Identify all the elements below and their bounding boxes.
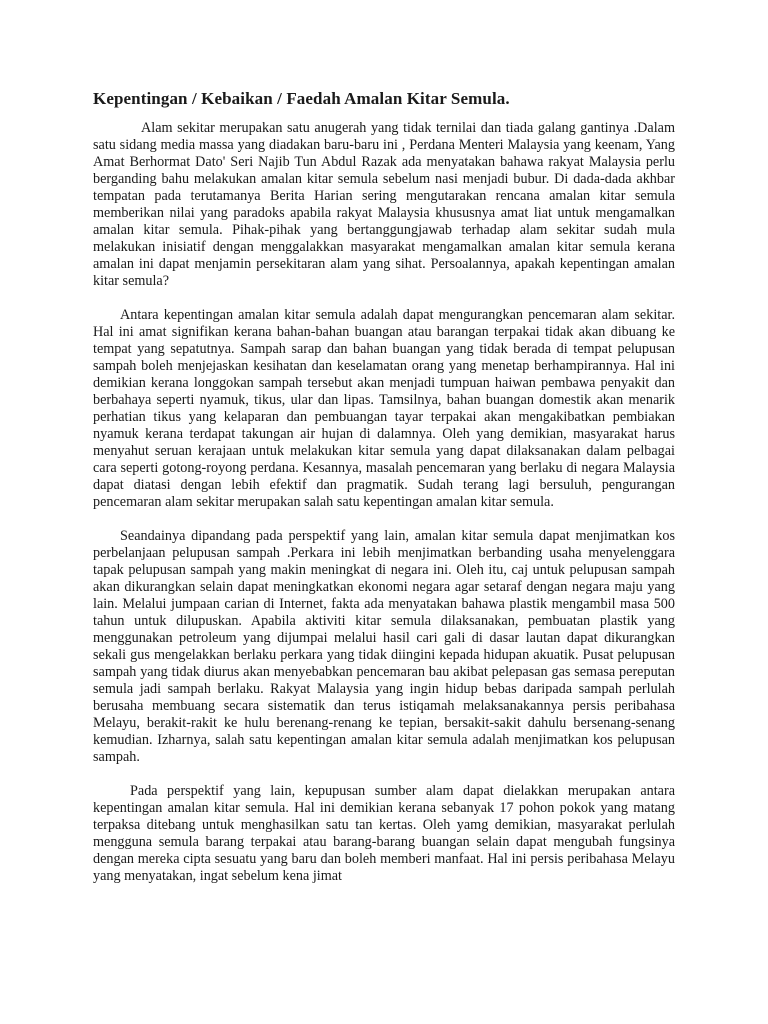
paragraph-pollution: Antara kepentingan amalan kitar semula adalah dapat mengurangkan pencemaran alam sekitar. Hal ini amat signifikan kerana bahan-bahan buangan atau barangan terpakai tidak akan dibuang ke tempat yang sepatutnya. Sampah sarap dan bahan buangan yang tidak berada di tempat pelupusan sampah boleh menjejaskan kesihatan dan keselamatan orang yang menetap berhampirannya. Hal ini demikian kerana longgokan sampah tersebut akan menjadi tumpuan haiwan pembawa penyakit dan berbahaya seperti nyamuk, tikus, ular dan lipas. Tamsilnya, bahan buangan domestik akan menarik perhatian tikus yang kelaparan dan pembuangan tayar terpakai akan mengakibatkan pembiakan nyamuk kerana terdapat takungan air hujan di dalamnya. Oleh yang demikian, masyarakat harus menyahut seruan kerajaan untuk melakukan kitar semula yang dapat dilaksanakan dalam pelbagai cara seperti gotong-royong perdana. Kesannya, masalah pencemaran yang berlaku di negara Malaysia dapat diatasi dengan lebih efektif dan pragmatik. Sudah terang lagi bersuluh, pengurangan pencemaran alam sekitar merupakan salah satu kepentingan amalan kitar semula. (93, 307, 675, 510)
document-body (93, 120, 675, 885)
paragraph-intro: Alam sekitar merupakan satu anugerah yang tidak ternilai dan tiada galang gantinya .Dalam satu sidang media massa yang diadakan baru-baru ini , Perdana Menteri Malaysia yang keenam, Yang Amat Berhormat Dato' Seri Najib Tun Abdul Razak ada menyatakan bahawa rakyat Malaysia perlu berganding bahu melakukan amalan kitar semula sebelum nasi menjadi bubur. Di dada-dada akhbar tempatan pada terutamanya Berita Harian sering mengutarakan rencana amalan kitar semula memberikan nilai yang paradoks apabila rakyat Malaysia khususnya amat liat untuk mengamalkan amalan kitar semula. Pihak-pihak yang bertanggungjawab terhadap alam sekitar sudah mula melakukan inisiatif dengan menggalakkan masyarakat mengamalkan amalan kitar semula kerana amalan ini dapat menjamin persekitaran alam yang sihat. Persoalannya, apakah kepentingan amalan kitar semula? (93, 120, 675, 289)
document-title: Kepentingan / Kebaikan / Faedah Amalan Kitar Semula. (93, 89, 510, 108)
paragraph-disposal-cost: Seandainya dipandang pada perspektif yang lain, amalan kitar semula dapat menjimatkan kos perbelanjaan pelupusan sampah .Perkara ini lebih menjimatkan berbanding usaha menyelenggara tapak pelupusan sampah yang makin meningkat di negara ini. Oleh itu, caj untuk pelupusan sampah akan dikurangkan selain dapat meningkatkan ekonomi negara agar setaraf dengan negara maju yang lain. Melalui jumpaan carian di Internet, fakta ada menyatakan bahawa plastik mengambil masa 500 tahun untuk dilupuskan. Apabila aktiviti kitar semula dilaksanakan, pembuatan plastik yang menggunakan petroleum yang dijumpai melalui hasil cari gali di dasar lautan dapat dikurangkan sekali gus mengelakkan berlaku perkara yang tidak diingini kepada hidupan akuatik. Pusat pelupusan sampah yang tidak diurus akan menyebabkan pencemaran bau akibat pelepasan gas semasa pereputan semula jadi sampah berlaku. Rakyat Malaysia yang ingin hidup bebas daripada sampah perlulah berusaha membuang secara sistematik dan terus istiqamah melaksanakannya persis peribahasa Melayu, berakit-rakit ke hulu berenang-renang ke tepian, bersakit-sakit dahulu bersenang-senang kemudian. Izharnya, salah satu kepentingan amalan kitar semula adalah menjimatkan kos pelupusan sampah. (93, 528, 675, 765)
paragraph-natural-resources: Pada perspektif yang lain, kepupusan sumber alam dapat dielakkan merupakan antara kepentingan amalan kitar semula. Hal ini demikian kerana sebanyak 17 pohon pokok yang matang terpaksa ditebang untuk menghasilkan satu tan kertas. Oleh yamg demikian, masyarakat perlulah mengguna semula barang terpakai atau barang-barang buangan selain dapat mengubah fungsinya dengan mereka cipta sesuatu yang baru dan boleh memberi manfaat. Hal ini persis peribahasa Melayu yang menyatakan, ingat sebelum kena jimat (93, 783, 675, 884)
